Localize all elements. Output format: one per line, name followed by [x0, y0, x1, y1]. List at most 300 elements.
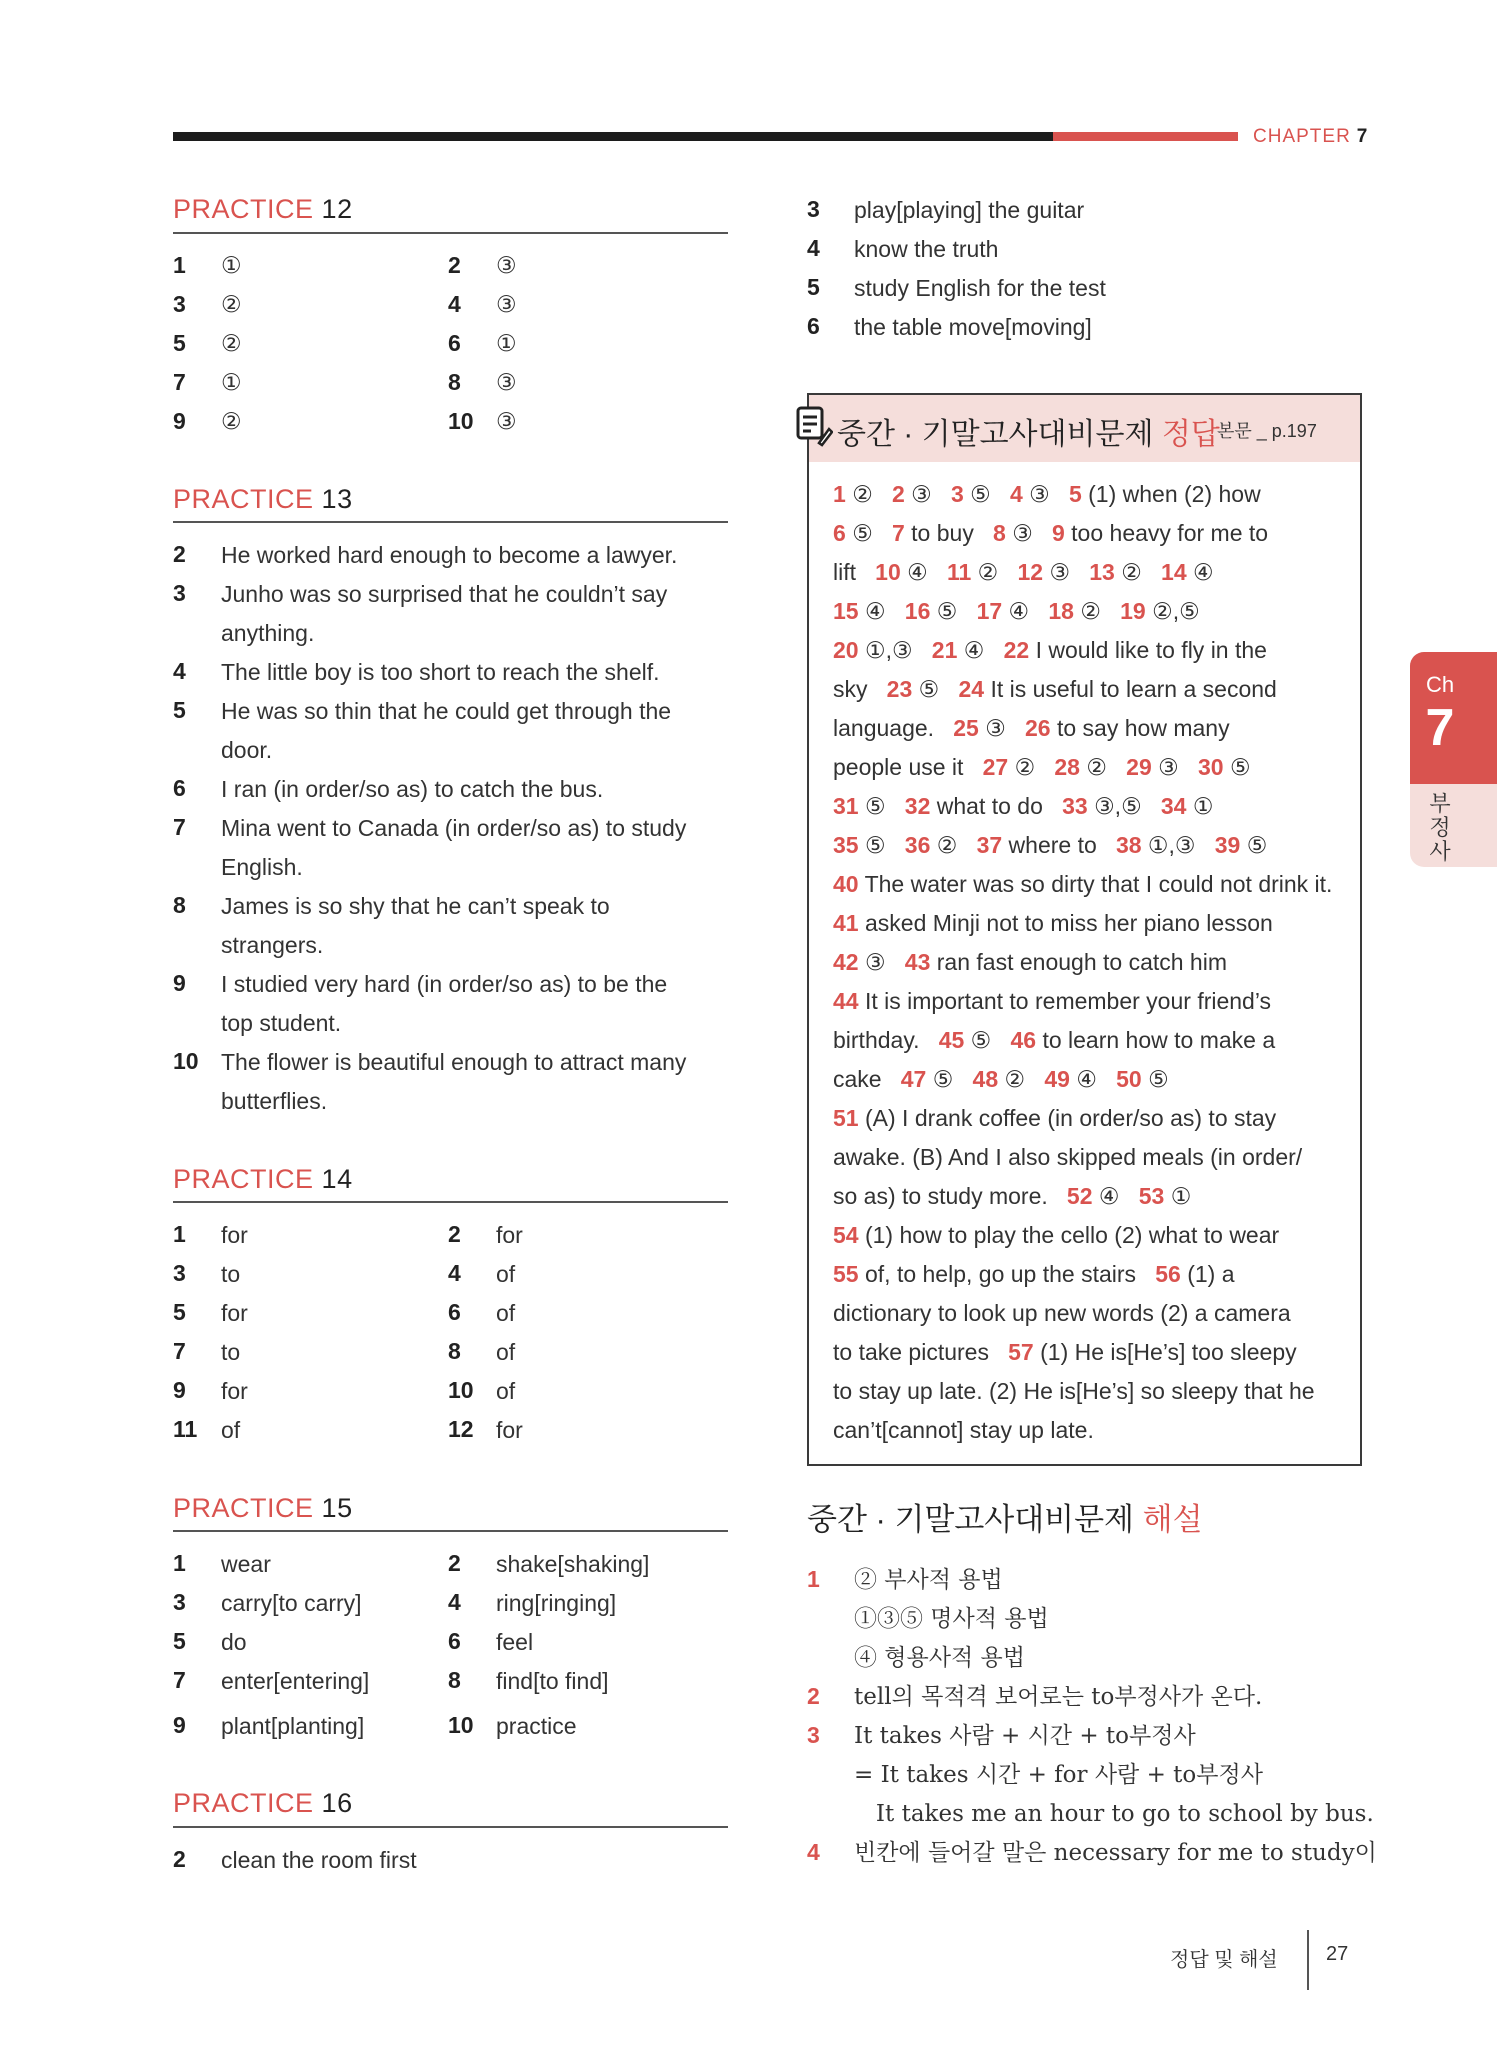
item-number: 4 — [173, 658, 186, 684]
item-number: 3 — [173, 1589, 186, 1615]
item-text: door. — [221, 737, 273, 763]
item-number: 4 — [807, 235, 820, 261]
explanation-number: 1 — [807, 1566, 820, 1592]
answer-value: ② — [977, 559, 999, 585]
answer-key-header — [809, 395, 1360, 462]
answer-number: 27 — [982, 754, 1009, 780]
answer-number: 2 — [891, 481, 905, 507]
answer-key-body — [833, 475, 1353, 1450]
item-number: 3 — [173, 580, 186, 606]
answer-number: 11 — [946, 559, 972, 585]
answer-number: 12 — [1017, 559, 1044, 585]
answer-number: 15 — [833, 598, 859, 624]
practice-label: PRACTICE — [173, 194, 314, 224]
answer-number: 33 — [1062, 793, 1088, 819]
answer-value: ② — [1121, 559, 1142, 585]
explanation-text: ①③⑤ 명사적 용법 — [854, 1606, 1049, 1632]
item-number: 8 — [448, 369, 461, 395]
answer-value: (1) a — [1187, 1261, 1235, 1287]
side-tab-ch: Ch — [1425, 672, 1455, 697]
answer-number: 3 — [950, 481, 964, 507]
item-answer: feel — [496, 1629, 534, 1655]
answer-number: 9 — [1051, 520, 1065, 546]
answer-line — [833, 1060, 1353, 1099]
answer-number: 39 — [1214, 832, 1241, 858]
item-number: 10 — [173, 1048, 199, 1074]
answer-value: to learn how to make a — [1042, 1027, 1276, 1053]
answer-line — [833, 1372, 1353, 1411]
answer-value: ⑤ — [932, 1066, 954, 1092]
answer-value: to say how many — [1056, 715, 1230, 741]
answer-value: ran fast enough to catch him — [936, 949, 1227, 975]
item-answer: of — [496, 1261, 516, 1287]
item-number: 7 — [173, 369, 186, 395]
item-text: English. — [221, 854, 303, 880]
item-answer: for — [221, 1378, 248, 1404]
answer-number: 37 — [976, 832, 1003, 858]
item-number: 11 — [173, 1416, 198, 1442]
item-number: 9 — [173, 408, 186, 434]
explanation-text: ② 부사적 용법 — [854, 1567, 1003, 1593]
answer-number: 36 — [904, 832, 931, 858]
answer-value: ④ — [1076, 1066, 1097, 1092]
practice-number: 13 — [321, 484, 353, 514]
answer-number: 19 — [1120, 598, 1146, 624]
answer-key-title-accent: 정답 — [1161, 418, 1220, 451]
item-text: strangers. — [221, 932, 324, 958]
answer-value: ⑤ — [936, 598, 958, 624]
answer-number: 49 — [1044, 1066, 1070, 1092]
answer-value: people use it — [833, 754, 964, 780]
item-text: James is so shy that he can’t speak to — [221, 893, 610, 919]
item-number: 1 — [173, 1221, 186, 1247]
answer-line — [833, 982, 1353, 1021]
answer-value: awake. (B) And I also skipped meals (in order/ — [833, 1144, 1303, 1170]
item-text: butterflies. — [221, 1088, 328, 1114]
practice-13-title — [173, 484, 353, 515]
explanation-text: It takes me an hour to go to school by bus. — [854, 1801, 1374, 1827]
item-number: 1 — [173, 1550, 186, 1576]
answer-value: ④ — [1193, 559, 1214, 585]
item-number: 3 — [807, 196, 820, 222]
answer-value: ⑤ — [970, 481, 991, 507]
answer-value: ⑤ — [1229, 754, 1251, 780]
answer-line — [833, 631, 1353, 670]
practice-label: PRACTICE — [173, 1493, 314, 1523]
answer-value: I would like to fly in the — [1035, 637, 1267, 663]
answer-number: 38 — [1115, 832, 1142, 858]
item-number: 12 — [448, 1416, 474, 1442]
answer-number: 7 — [891, 520, 905, 546]
item-text: The flower is beautiful enough to attract many — [221, 1049, 687, 1075]
chapter-side-tab[interactable] — [1410, 652, 1497, 867]
answer-number: 52 — [1066, 1183, 1093, 1209]
answer-line — [833, 1411, 1353, 1450]
answer-value: ② — [852, 481, 873, 507]
item-number: 10 — [448, 1377, 474, 1403]
answer-value: ①,③ — [1147, 832, 1196, 858]
chapter-label-text: CHAPTER — [1253, 126, 1351, 147]
item-number: 9 — [173, 1712, 186, 1738]
answer-value: lift — [833, 559, 856, 585]
answer-value: what to do — [936, 793, 1043, 819]
answer-number: 23 — [886, 676, 913, 702]
explanation-text: tell의 목적격 보어로는 to부정사가 온다. — [854, 1684, 1263, 1710]
answer-value: ③,⑤ — [1094, 793, 1142, 819]
answer-value: ③ — [911, 481, 932, 507]
explanation-text: It takes 사람 + 시간 + to부정사 — [854, 1723, 1196, 1749]
footer-divider — [1307, 1930, 1309, 1990]
side-tab-topic-char: 부 — [1429, 791, 1451, 816]
item-text: anything. — [221, 620, 315, 646]
section-rule — [173, 1201, 728, 1203]
answer-value: asked Minji not to miss her piano lesson — [864, 910, 1273, 936]
item-answer: ③ — [496, 291, 517, 317]
answer-line — [833, 475, 1353, 514]
answer-number: 5 — [1068, 481, 1082, 507]
item-number: 2 — [448, 1550, 461, 1576]
item-number: 4 — [448, 1260, 461, 1286]
answer-value: ②,⑤ — [1152, 598, 1200, 624]
item-number: 8 — [448, 1667, 461, 1693]
answer-value: to take pictures — [833, 1339, 989, 1365]
explanation-text: = It takes 시간 + for 사람 + to부정사 — [854, 1762, 1263, 1788]
answer-number: 13 — [1089, 559, 1115, 585]
answer-value: ④ — [1008, 598, 1030, 624]
item-answer: plant[planting] — [221, 1713, 365, 1739]
item-number: 2 — [448, 252, 461, 278]
item-number: 6 — [448, 1299, 461, 1325]
item-number: 1 — [173, 252, 186, 278]
side-tab-number: 7 — [1425, 699, 1455, 757]
answer-value: ③ — [864, 949, 886, 975]
answer-value: language. — [833, 715, 935, 741]
section-rule — [173, 232, 728, 234]
answer-line — [833, 1021, 1353, 1060]
section-rule — [173, 521, 728, 523]
practice-16-title — [173, 1788, 353, 1819]
answer-value: ① — [1170, 1183, 1192, 1209]
answer-line — [833, 865, 1353, 904]
answer-number: 32 — [904, 793, 931, 819]
answer-key-title-main: 중간 · 기말고사대비문제 — [837, 418, 1154, 451]
item-answer: ring[ringing] — [496, 1590, 617, 1616]
item-number: 5 — [173, 330, 186, 356]
item-answer: ② — [221, 330, 242, 356]
answer-key-box — [807, 393, 1362, 1466]
item-number: 8 — [173, 892, 186, 918]
answer-number: 46 — [1010, 1027, 1037, 1053]
item-number: 6 — [173, 775, 186, 801]
item-number: 5 — [807, 274, 820, 300]
answer-number: 25 — [953, 715, 979, 741]
item-answer: of — [496, 1378, 516, 1404]
item-answer: ② — [221, 408, 242, 434]
answer-value: ③ — [1049, 559, 1071, 585]
item-number: 9 — [173, 970, 186, 996]
answer-number: 16 — [904, 598, 931, 624]
item-text: Mina went to Canada (in order/so as) to study — [221, 815, 687, 841]
answer-value: ⑤ — [918, 676, 940, 702]
practice-12-title — [173, 194, 353, 225]
answer-value: (A) I drank coffee (in order/so as) to stay — [864, 1105, 1277, 1131]
answer-value: (1) He is[He’s] too sleepy — [1040, 1339, 1297, 1365]
item-number: 4 — [448, 291, 461, 317]
explanation-number: 4 — [807, 1839, 820, 1865]
answer-line — [833, 1138, 1353, 1177]
item-text: Junho was so surprised that he couldn’t say — [221, 581, 668, 607]
item-number: 2 — [173, 541, 186, 567]
answer-value: sky — [833, 676, 868, 702]
item-text: He was so thin that he could get through the — [221, 698, 672, 724]
answer-value: cake — [833, 1066, 882, 1092]
answer-number: 48 — [972, 1066, 999, 1092]
answer-value: to stay up late. (2) He is[He’s] so sleepy that he — [833, 1378, 1315, 1404]
item-answer: for — [221, 1222, 248, 1248]
item-number: 7 — [173, 1667, 186, 1693]
answer-value: ③ — [1029, 481, 1050, 507]
explanation-text: ④ 형용사적 용법 — [854, 1645, 1025, 1671]
item-answer: ① — [221, 252, 242, 278]
item-answer: ② — [221, 291, 242, 317]
item-number: 2 — [173, 1846, 186, 1872]
item-answer: shake[shaking] — [496, 1551, 650, 1577]
practice-number: 15 — [321, 1493, 353, 1523]
item-answer: clean the room first — [221, 1847, 417, 1873]
item-answer: of — [496, 1300, 516, 1326]
item-text: I studied very hard (in order/so as) to be the — [221, 971, 668, 997]
answer-number: 10 — [875, 559, 901, 585]
answer-value: (1) how to play the cello (2) what to wear — [864, 1222, 1280, 1248]
answer-value: ⑤ — [1148, 1066, 1169, 1092]
answer-number: 22 — [1003, 637, 1030, 663]
answer-value: ③ — [985, 715, 1006, 741]
practice-number: 12 — [321, 194, 353, 224]
answer-line — [833, 1216, 1353, 1255]
item-number: 7 — [173, 1338, 186, 1364]
item-text: top student. — [221, 1010, 342, 1036]
explanation-text: 빈칸에 들어갈 말은 necessary for me to study이 — [854, 1840, 1377, 1866]
answer-value: ④ — [907, 559, 928, 585]
answer-value: ④ — [1098, 1183, 1120, 1209]
item-number: 4 — [448, 1589, 461, 1615]
answer-number: 18 — [1048, 598, 1074, 624]
side-tab-header — [1410, 652, 1497, 784]
item-answer: play[playing] the guitar — [854, 197, 1085, 223]
answer-number: 8 — [993, 520, 1006, 546]
item-number: 5 — [173, 1299, 186, 1325]
answer-value: ② — [936, 832, 958, 858]
answer-value: dictionary to look up new words (2) a camera — [833, 1300, 1291, 1326]
answer-number: 54 — [833, 1222, 859, 1248]
answer-number: 50 — [1116, 1066, 1142, 1092]
answer-value: ⑤ — [852, 520, 873, 546]
side-tab-topic-char: 정 — [1429, 815, 1451, 840]
answer-value: of, to help, go up the stairs — [864, 1261, 1137, 1287]
answer-number: 47 — [900, 1066, 927, 1092]
answer-line — [833, 904, 1353, 943]
answer-number: 14 — [1161, 559, 1187, 585]
item-number: 10 — [448, 1712, 474, 1738]
header-rule-dark — [173, 132, 1053, 141]
item-number: 6 — [448, 330, 461, 356]
item-number: 10 — [448, 408, 474, 434]
answer-value: to buy — [911, 520, 974, 546]
answer-number: 26 — [1025, 715, 1051, 741]
answer-line — [833, 670, 1353, 709]
answer-number: 35 — [833, 832, 859, 858]
answer-number: 45 — [938, 1027, 965, 1053]
answer-line — [833, 1294, 1353, 1333]
answer-value: where to — [1008, 832, 1097, 858]
answer-value: can’t[cannot] stay up late. — [833, 1417, 1094, 1443]
item-answer: to — [221, 1261, 241, 1287]
item-text: The little boy is too short to reach the shelf. — [221, 659, 660, 685]
answer-value: ② — [1080, 598, 1101, 624]
answer-number: 31 — [833, 793, 859, 819]
item-answer: carry[to carry] — [221, 1590, 362, 1616]
answer-number: 51 — [833, 1105, 859, 1131]
answer-number: 28 — [1054, 754, 1080, 780]
answer-number: 42 — [833, 949, 859, 975]
chapter-label — [1253, 126, 1368, 148]
item-answer: wear — [221, 1551, 271, 1577]
answer-line — [833, 787, 1353, 826]
answer-value: birthday. — [833, 1027, 920, 1053]
page-number: 27 — [1326, 1943, 1349, 1965]
item-number: 9 — [173, 1377, 186, 1403]
item-number: 6 — [807, 313, 820, 339]
item-answer: for — [496, 1222, 523, 1248]
item-answer: practice — [496, 1713, 577, 1739]
side-tab-topic — [1418, 792, 1462, 864]
answer-value: It is important to remember your friend’s — [864, 988, 1272, 1014]
answer-value: so as) to study more. — [833, 1183, 1048, 1209]
answer-number: 6 — [833, 520, 846, 546]
answer-number: 40 — [833, 871, 859, 897]
answer-value: ④ — [963, 637, 985, 663]
item-answer: ① — [221, 369, 242, 395]
answer-value: ④ — [864, 598, 886, 624]
item-number: 2 — [448, 1221, 461, 1247]
answer-line — [833, 748, 1353, 787]
answer-number: 44 — [833, 988, 859, 1014]
explanation-title-accent: 해설 — [1142, 1502, 1203, 1537]
answer-line — [833, 1255, 1353, 1294]
item-answer: to — [221, 1339, 241, 1365]
item-answer: enter[entering] — [221, 1668, 370, 1694]
answer-value: ② — [1086, 754, 1107, 780]
answer-value: ①,③ — [864, 637, 913, 663]
answer-number: 21 — [931, 637, 958, 663]
answer-number: 56 — [1155, 1261, 1181, 1287]
item-number: 5 — [173, 697, 186, 723]
item-answer: ③ — [496, 408, 517, 434]
answer-number: 1 — [833, 481, 846, 507]
item-number: 8 — [448, 1338, 461, 1364]
practice-label: PRACTICE — [173, 484, 314, 514]
answer-number: 55 — [833, 1261, 859, 1287]
practice-number: 16 — [321, 1788, 353, 1818]
item-text: I ran (in order/so as) to catch the bus. — [221, 776, 604, 802]
item-answer: for — [496, 1417, 523, 1443]
practice-label: PRACTICE — [173, 1788, 314, 1818]
item-answer: study English for the test — [854, 275, 1106, 301]
answer-line — [833, 1177, 1353, 1216]
answer-number: 53 — [1138, 1183, 1165, 1209]
answer-value: too heavy for me to — [1071, 520, 1269, 546]
chapter-number: 7 — [1356, 126, 1369, 147]
page-reference: 본문 _ p.197 — [1217, 421, 1317, 441]
practice-number: 14 — [321, 1164, 353, 1194]
item-number: 3 — [173, 291, 186, 317]
practice-15-title — [173, 1493, 353, 1524]
item-number: 7 — [173, 814, 186, 840]
answer-number: 34 — [1160, 793, 1187, 819]
item-answer: for — [221, 1300, 248, 1326]
item-number: 6 — [448, 1628, 461, 1654]
answer-value: ⑤ — [864, 832, 886, 858]
answer-number: 43 — [904, 949, 931, 975]
answer-value: ② — [1014, 754, 1036, 780]
explanation-title — [807, 1494, 1203, 1539]
item-answer: the table move[moving] — [854, 314, 1092, 340]
side-tab-topic-char: 사 — [1429, 839, 1451, 864]
answer-line — [833, 514, 1353, 553]
item-answer: of — [221, 1417, 241, 1443]
item-text: He worked hard enough to become a lawyer. — [221, 542, 678, 568]
item-number: 3 — [173, 1260, 186, 1286]
item-answer: find[to find] — [496, 1668, 609, 1694]
answer-number: 57 — [1008, 1339, 1034, 1365]
answer-line — [833, 826, 1353, 865]
answer-value: The water was so dirty that I could not drink it. — [864, 871, 1333, 897]
answer-line — [833, 1333, 1353, 1372]
answer-value: ② — [1004, 1066, 1026, 1092]
item-answer: know the truth — [854, 236, 999, 262]
item-answer: do — [221, 1629, 247, 1655]
answer-value: ① — [1192, 793, 1214, 819]
item-answer: of — [496, 1339, 516, 1365]
answer-value: ③ — [1158, 754, 1179, 780]
practice-label: PRACTICE — [173, 1164, 314, 1194]
answer-value: ⑤ — [970, 1027, 992, 1053]
answer-value: ⑤ — [864, 793, 886, 819]
answer-line — [833, 1099, 1353, 1138]
section-rule — [173, 1530, 728, 1532]
answer-value: ⑤ — [1246, 832, 1268, 858]
answer-value: ③ — [1012, 520, 1033, 546]
answer-line — [833, 553, 1353, 592]
answer-number: 30 — [1197, 754, 1224, 780]
answer-number: 24 — [958, 676, 985, 702]
practice-14-title — [173, 1164, 353, 1195]
answer-key-title — [837, 409, 1220, 453]
answer-number: 41 — [833, 910, 859, 936]
explanation-number: 2 — [807, 1683, 820, 1709]
answer-number: 20 — [833, 637, 859, 663]
explanation-title-main: 중간 · 기말고사대비문제 — [807, 1502, 1135, 1537]
item-answer: ③ — [496, 369, 517, 395]
item-answer: ③ — [496, 252, 517, 278]
header-rule-accent — [1053, 132, 1238, 141]
footer-label: 정답 및 해설 — [1170, 1949, 1278, 1971]
answer-number: 17 — [976, 598, 1003, 624]
answer-value: (1) when (2) how — [1088, 481, 1261, 507]
answer-line — [833, 943, 1353, 982]
notepad-pencil-icon — [795, 405, 833, 447]
section-rule — [173, 1826, 728, 1828]
